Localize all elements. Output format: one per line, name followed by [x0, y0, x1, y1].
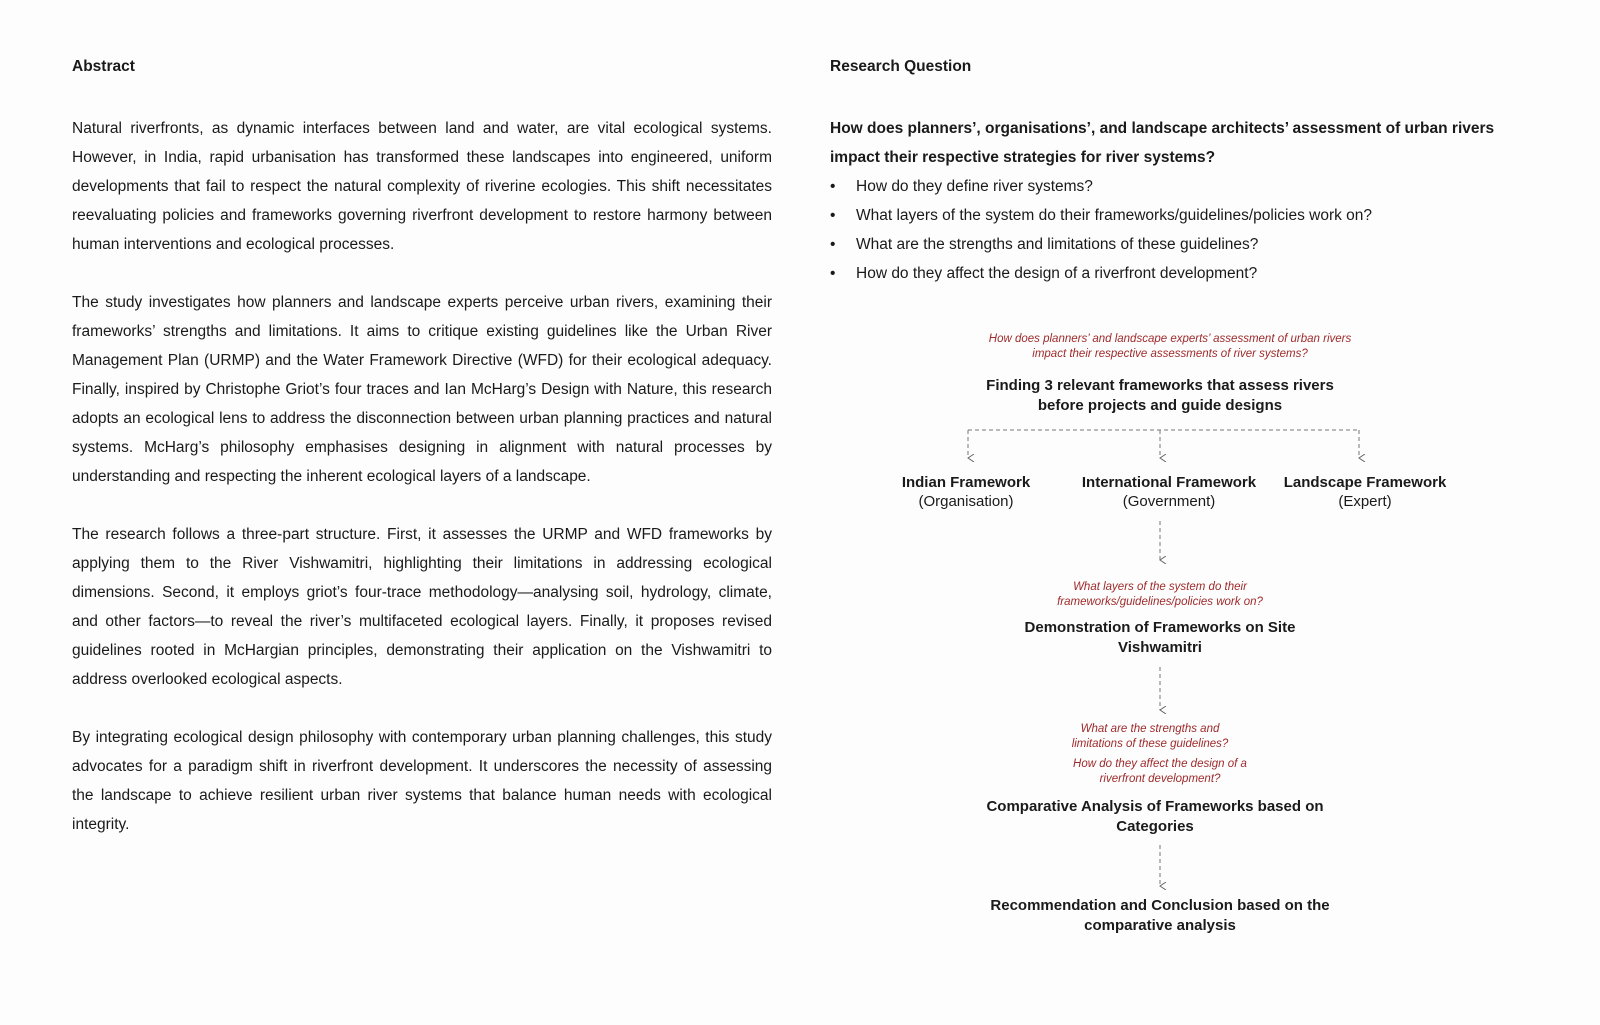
- landscape-framework-node: [1265, 473, 1465, 511]
- step-find-frameworks: Finding 3 relevant frameworks that assess rivers before projects and guide designs: [986, 377, 1334, 414]
- framework-title: Indian Framework: [901, 474, 1031, 491]
- abstract-section: [72, 56, 772, 839]
- framework-subtitle: (Expert): [1338, 493, 1392, 510]
- guiding-question-3: What are the strengths and limitations of these guidelines?: [1071, 723, 1229, 750]
- framework-subtitle: (Organisation): [918, 493, 1014, 510]
- guiding-question-4: How do they affect the design of a riverfront development?: [1073, 758, 1247, 785]
- abstract-paragraph-4: By integrating ecological design philosophy with contemporary urban planning challenges, this study advocates for a paradigm shift in riverfront development. It underscores the necessity of assessing the landscape to achieve resilient urban river systems that balance human needs with ecological integrity.: [72, 729, 772, 833]
- guiding-question-2: What layers of the system do their frameworks/guidelines/policies work on?: [1057, 581, 1263, 608]
- sub-question-item: [830, 259, 1536, 288]
- bullet-icon: •: [830, 207, 836, 224]
- research-question-heading: Research Question: [830, 58, 972, 75]
- sub-question-text: How do they affect the design of a riverfront development?: [856, 265, 1258, 282]
- framework-title: Landscape Framework: [1283, 474, 1447, 491]
- sub-question-item: [830, 201, 1536, 230]
- framework-subtitle: (Government): [1122, 493, 1216, 510]
- sub-question-item: [830, 230, 1536, 259]
- sub-question-text: How do they define river systems?: [856, 178, 1093, 195]
- sub-question-text: What are the strengths and limitations of these guidelines?: [856, 236, 1259, 253]
- research-question-section: [830, 56, 1536, 288]
- abstract-paragraph-3: The research follows a three-part structure. First, it assesses the URMP and WFD frameworks by applying them to the River Vishwamitri, highlighting their limitations in addressing ecological dimensions. Second, it employs griot’s four-trace methodology—analysing soil, hydrology, climate, and other factors—to reveal the river’s multifaceted ecological layers. Finally, it proposes revised guidelines rooted in McHargian principles, demonstrating their application on the Vishwamitri to address overlooked ecological aspects.: [72, 526, 772, 688]
- step-recommendation: Recommendation and Conclusion based on the comparative analysis: [990, 897, 1330, 934]
- bullet-icon: •: [830, 178, 836, 195]
- abstract-paragraph-1: Natural riverfronts, as dynamic interfaces between land and water, are vital ecological systems. However, in India, rapid urbanisation has transformed these landscapes into engineered, uniform developments that fail to respect the natural complexity of riverine ecologies. This shift necessitates reevaluating policies and frameworks governing riverfront development to restore harmony between human interventions and ecological processes.: [72, 120, 772, 253]
- step-demonstration: Demonstration of Frameworks on Site Vishwamitri: [1024, 619, 1296, 656]
- abstract-body: [72, 114, 772, 839]
- sub-question-item: [830, 172, 1536, 201]
- step-comparative-analysis: Comparative Analysis of Frameworks based on Categories: [986, 798, 1324, 835]
- sub-question-text: What layers of the system do their frameworks/guidelines/policies work on?: [856, 207, 1373, 224]
- abstract-heading: Abstract: [72, 58, 135, 75]
- framework-title: International Framework: [1081, 474, 1257, 491]
- main-research-question: How does planners’, organisations’, and landscape architects’ assessment of urban rivers impact their respective strategies for river systems?: [830, 120, 1495, 166]
- indian-framework-node: [876, 473, 1056, 511]
- guiding-question-1: How does planners’ and landscape experts’ assessment of urban rivers impact their respective assessments of river systems?: [988, 333, 1352, 360]
- bullet-icon: •: [830, 236, 836, 253]
- sub-question-list: [830, 172, 1536, 288]
- abstract-paragraph-2: The study investigates how planners and landscape experts perceive urban rivers, examining their frameworks’ strengths and limitations. It aims to critique existing guidelines like the Urban River Management Plan (URMP) and the Water Framework Directive (WFD) for their ecological adequacy. Finally, inspired by Christophe Griot’s four traces and Ian McHarg’s Design with Nature, this research adopts an ecological lens to address the disconnection between urban planning practices and natural systems. McHarg’s philosophy emphasises designing in alignment with natural processes by understanding and respecting the inherent ecological layers of a landscape.: [72, 294, 772, 485]
- international-framework-node: [1069, 473, 1269, 511]
- bullet-icon: •: [830, 265, 836, 282]
- methodology-flowchart: [860, 320, 1490, 940]
